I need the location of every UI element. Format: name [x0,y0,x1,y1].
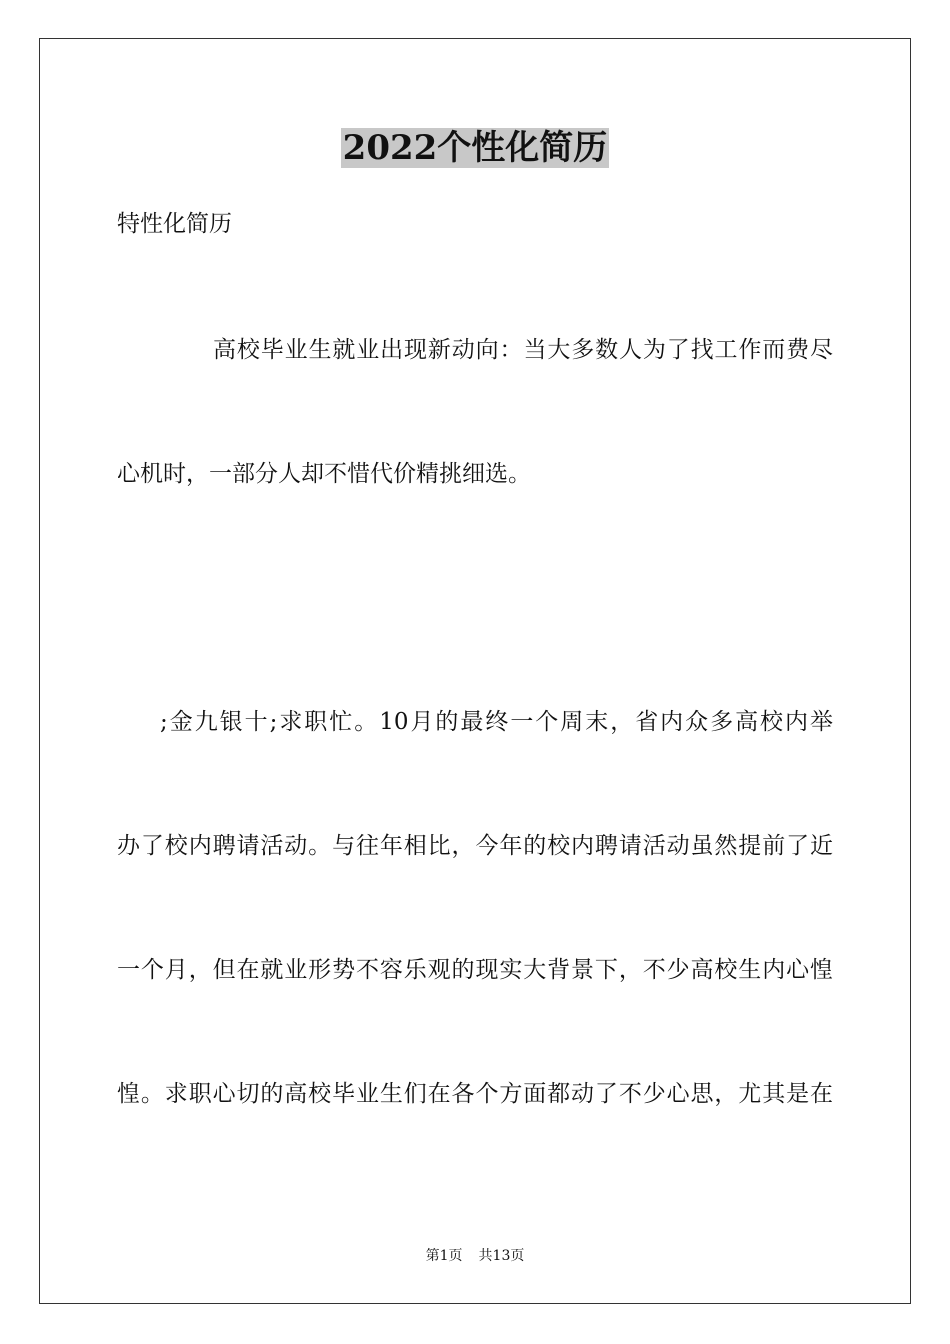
page-footer [0,1247,950,1265]
document-title-text: 2022个性化简历 [342,128,608,168]
page-number: 第1页 [425,1248,463,1264]
paragraph-line-2: 心机时，一部分人却不惜代价精挑细选。 [117,461,531,487]
paragraph-line-3: ;金九银十;求职忙。10月的最终一个周末，省内众多高校内举 [160,709,833,735]
paragraph-line-5: 一个月，但在就业形势不容乐观的现实大背景下，不少高校生内心惶 [117,957,833,983]
document-title [0,126,950,170]
paragraph-line-1: 高校毕业生就业出现新动向：当大多数人为了找工作而费尽 [213,337,833,363]
paragraph-line-6: 惶。求职心切的高校毕业生们在各个方面都动了不少心思，尤其是在 [117,1081,833,1107]
document-subtitle: 特性化简历 [117,211,232,237]
paragraph-line-4: 办了校内聘请活动。与往年相比，今年的校内聘请活动虽然提前了近 [117,833,833,859]
page-total: 共13页 [478,1248,525,1264]
